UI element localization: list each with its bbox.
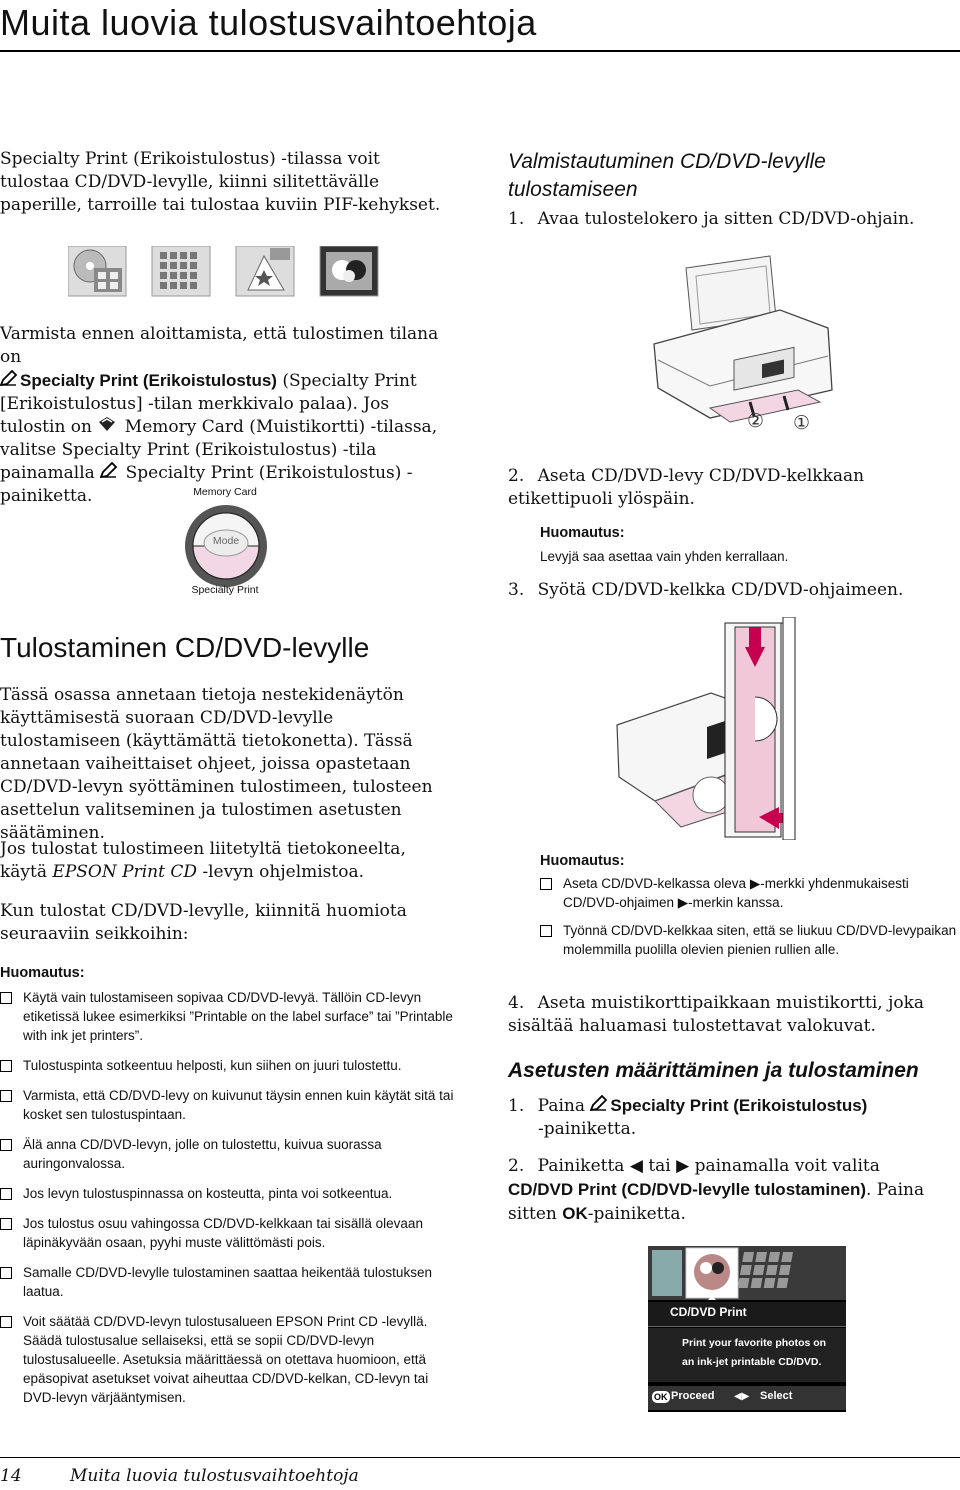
- checkbox-bullet-icon: [540, 878, 552, 890]
- memory-card-icon: [97, 416, 119, 439]
- pencil-icon: [590, 1095, 610, 1118]
- checkbox-bullet-icon: [0, 1316, 12, 1328]
- page-number: 14: [0, 1466, 22, 1486]
- checkbox-bullet-icon: [0, 1218, 12, 1230]
- checkbox-bullet-icon: [540, 925, 552, 937]
- checkbox-bullet-icon: [0, 1090, 12, 1102]
- sticker-print-icon: [152, 246, 210, 296]
- step-text: Painiketta ◀ tai ▶ painamalla voit valita: [537, 1156, 880, 1176]
- step-number: 1.: [508, 209, 525, 229]
- check-mode-text-4: Specialty Print (Erikoistulostus) -painiketta.: [0, 463, 413, 506]
- check-mode-text-3: Memory Card (Muistikortti) -tilassa, valitse Specialty Print (Erikoistulostus) -tila painamalla: [0, 417, 438, 483]
- section-heading-prepare: Valmistautuminen CD/DVD-levylle tulostamiseen: [508, 150, 826, 201]
- step-3: [508, 579, 903, 602]
- list-item: Tulostuspinta sotkeentuu helposti, kun siihen on juuri tulostettu.: [0, 1056, 455, 1075]
- step-1: [508, 208, 914, 231]
- step-2: [508, 465, 938, 511]
- footer-rule: [0, 1457, 960, 1458]
- list-item: Varmista, että CD/DVD-levy on kuivunut täysin ennen kuin käytät sitä tai kosket sen tulostuspintaan.: [0, 1086, 455, 1124]
- pencil-icon: [0, 370, 20, 393]
- settings-step-1: [508, 1094, 938, 1141]
- notes-list-left: [0, 988, 455, 1407]
- step-text: Paina: [537, 1096, 585, 1116]
- step-4: [508, 992, 938, 1038]
- list-item: Työnnä CD/DVD-kelkkaa siten, että se liukuu CD/DVD-levypaikan molemmilla puolilla olevien pienien rullien alle.: [540, 921, 958, 959]
- step-text: Aseta muistikorttipaikkaan muistikortti, joka sisältää haluamasi tulostettavat valokuvat.: [508, 993, 925, 1036]
- dial-top-label: Memory Card: [193, 486, 257, 498]
- note-heading-step2: Huomautus:: [540, 525, 625, 541]
- check-mode-paragraph: [0, 323, 456, 508]
- step-text: Aseta CD/DVD-levy CD/DVD-kelkkaan etikettipuoli ylöspäin.: [508, 466, 865, 509]
- check-mode-text-2: (Specialty Print [Erikoistulostus] -tilan merkkivalo palaa). Jos tulostin on: [0, 371, 417, 437]
- p2-text-a: Jos tulostat tulostimeen liitetyltä tietokoneelta, käytä: [0, 839, 406, 882]
- print-cd-paragraph-3: Kun tulostat CD/DVD-levylle, kiinnitä huomiota seuraaviin seikkoihin:: [0, 901, 407, 944]
- step-text: Syötä CD/DVD-kelkka CD/DVD-ohjaimeen.: [537, 580, 904, 600]
- running-title: Muita luovia tulostusvaihtoehtoja: [70, 1466, 359, 1486]
- list-item: Käytä vain tulostamiseen sopivaa CD/DVD-levyä. Tällöin CD-levyn etiketissä lukee esimerkiksi ”Printable on the label surface” tai ”Printable with ink jet printers”.: [0, 988, 455, 1045]
- step-number: 1.: [508, 1096, 525, 1116]
- print-cd-paragraph-1: Tässä osassa annetaan tietoja nestekidenäytön käyttämisestä suoraan CD/DVD-levylle tulostamiseen (käyttämättä tietokonetta). Tässä annetaan vaiheittaiset ohjeet, joissa opastetaan CD/DVD-levyn syöttäminen tulostimeen, tulosteen asettelun valitseminen ja tulostimen asetusten säätäminen.: [0, 685, 433, 843]
- step-text: Avaa tulostelokero ja sitten CD/DVD-ohjain.: [537, 209, 915, 229]
- step-text: -painiketta.: [538, 1119, 637, 1139]
- print-cd-paragraph-2: [0, 838, 455, 884]
- p2-text-b: -levyn ohjelmistoa.: [202, 862, 365, 882]
- settings-step-2: [508, 1155, 948, 1226]
- dial-center-label: Mode: [212, 535, 240, 547]
- lcd-thumbnail-strip: [648, 1246, 846, 1300]
- step-number: 4.: [508, 993, 525, 1013]
- lcd-title-bar: [648, 1302, 846, 1327]
- list-item: Jos levyn tulostuspinnassa on kosteutta, pinta voi sotkeentua.: [0, 1184, 455, 1203]
- checkbox-bullet-icon: [0, 1139, 12, 1151]
- note-heading-step3: Huomautus:: [540, 853, 625, 869]
- lcd-message: [648, 1328, 846, 1382]
- list-item: Jos tulostus osuu vahingossa CD/DVD-kelkkaan tai sisällä olevaan läpinäkyvään osaan, pyyhi muste välittömästi pois.: [0, 1214, 455, 1252]
- lcd-button-bar: [648, 1386, 846, 1410]
- lcd-left-right-arrows-icon: ◀▶: [734, 1391, 750, 1402]
- notes-list-right: [540, 874, 958, 959]
- lcd-select: Select: [760, 1390, 793, 1402]
- note-heading-left: Huomautus:: [0, 965, 85, 981]
- page-title: Muita luovia tulostusvaihtoehtoja: [0, 2, 537, 43]
- step-text: . Paina sitten: [508, 1180, 925, 1224]
- list-item: Samalle CD/DVD-levylle tulostaminen saattaa heikentää tulostuksen laatua.: [0, 1263, 455, 1301]
- list-item: Voit säätää CD/DVD-levyn tulostusalueen EPSON Print CD -levyllä. Säädä tulostusalue sellaiseksi, että se sopii CD/DVD-levyn tulostusalueelle. Asetuksia määrittäessä on otettava huomioon, että epäsopivat asetukset voivat aiheuttaa CD/DVD-kelkan, CD-levyn tai DVD-levyn värjääntymisen.: [0, 1312, 455, 1407]
- cd-print-icon: [68, 246, 126, 296]
- section-heading-print-cd: Tulostaminen CD/DVD-levylle: [0, 632, 370, 663]
- lcd-line-1: Print your favorite photos on: [682, 1337, 827, 1349]
- specialty-print-label: Specialty Print (Erikoistulostus): [20, 371, 277, 390]
- checkbox-bullet-icon: [0, 992, 12, 1004]
- lcd-title: CD/DVD Print: [670, 1305, 747, 1319]
- specialty-mode-icons: [68, 246, 458, 298]
- lcd-proceed: Proceed: [671, 1390, 715, 1402]
- list-item: Älä anna CD/DVD-levyn, jolle on tulostettu, kuivua suorassa auringonvalossa.: [0, 1135, 455, 1173]
- checkbox-bullet-icon: [0, 1060, 12, 1072]
- note-text-step2: Levyjä saa asettaa vain yhden kerrallaan.: [540, 549, 789, 564]
- list-item: Aseta CD/DVD-kelkassa oleva ▶-merkki yhdenmukaisesti CD/DVD-ohjaimen ▶-merkin kanssa.: [540, 874, 958, 912]
- section-heading-settings: Asetusten määrittäminen ja tulostaminen: [508, 1059, 919, 1082]
- printer-insert-tray-illustration: [615, 617, 915, 840]
- callout-1: ①: [793, 412, 811, 434]
- step-number: 2.: [508, 466, 525, 486]
- callout-2: ②: [747, 410, 765, 432]
- intro-paragraph: Specialty Print (Erikoistulostus) -tilassa voit tulostaa CD/DVD-levylle, kiinni silitettävälle paperille, tarroille tai tulostaa kuviin PIF-kehykset.: [0, 149, 441, 215]
- lcd-screen: [648, 1246, 846, 1412]
- step-number: 2.: [508, 1156, 525, 1176]
- cd-dvd-print-label: CD/DVD Print (CD/DVD-levylle tulostaminen): [508, 1180, 866, 1199]
- step-text: -painiketta.: [587, 1204, 686, 1224]
- pencil-icon: [100, 462, 120, 485]
- title-rule: [0, 50, 960, 52]
- epson-print-cd-name: EPSON Print CD: [52, 862, 197, 882]
- pif-frame-print-icon: [320, 246, 378, 296]
- ok-label: OK: [562, 1204, 588, 1223]
- lcd-ok-badge: OK: [654, 1392, 668, 1402]
- lcd-line-2: an ink-jet printable CD/DVD.: [682, 1356, 822, 1368]
- dial-bottom-label: Specialty Print: [191, 584, 259, 596]
- checkbox-bullet-icon: [0, 1188, 12, 1200]
- check-mode-text-1: Varmista ennen aloittamista, että tulostimen tilana on: [0, 324, 439, 367]
- step-number: 3.: [508, 580, 525, 600]
- checkbox-bullet-icon: [0, 1267, 12, 1279]
- iron-on-print-icon: [236, 246, 294, 296]
- specialty-print-label: Specialty Print (Erikoistulostus): [610, 1096, 868, 1115]
